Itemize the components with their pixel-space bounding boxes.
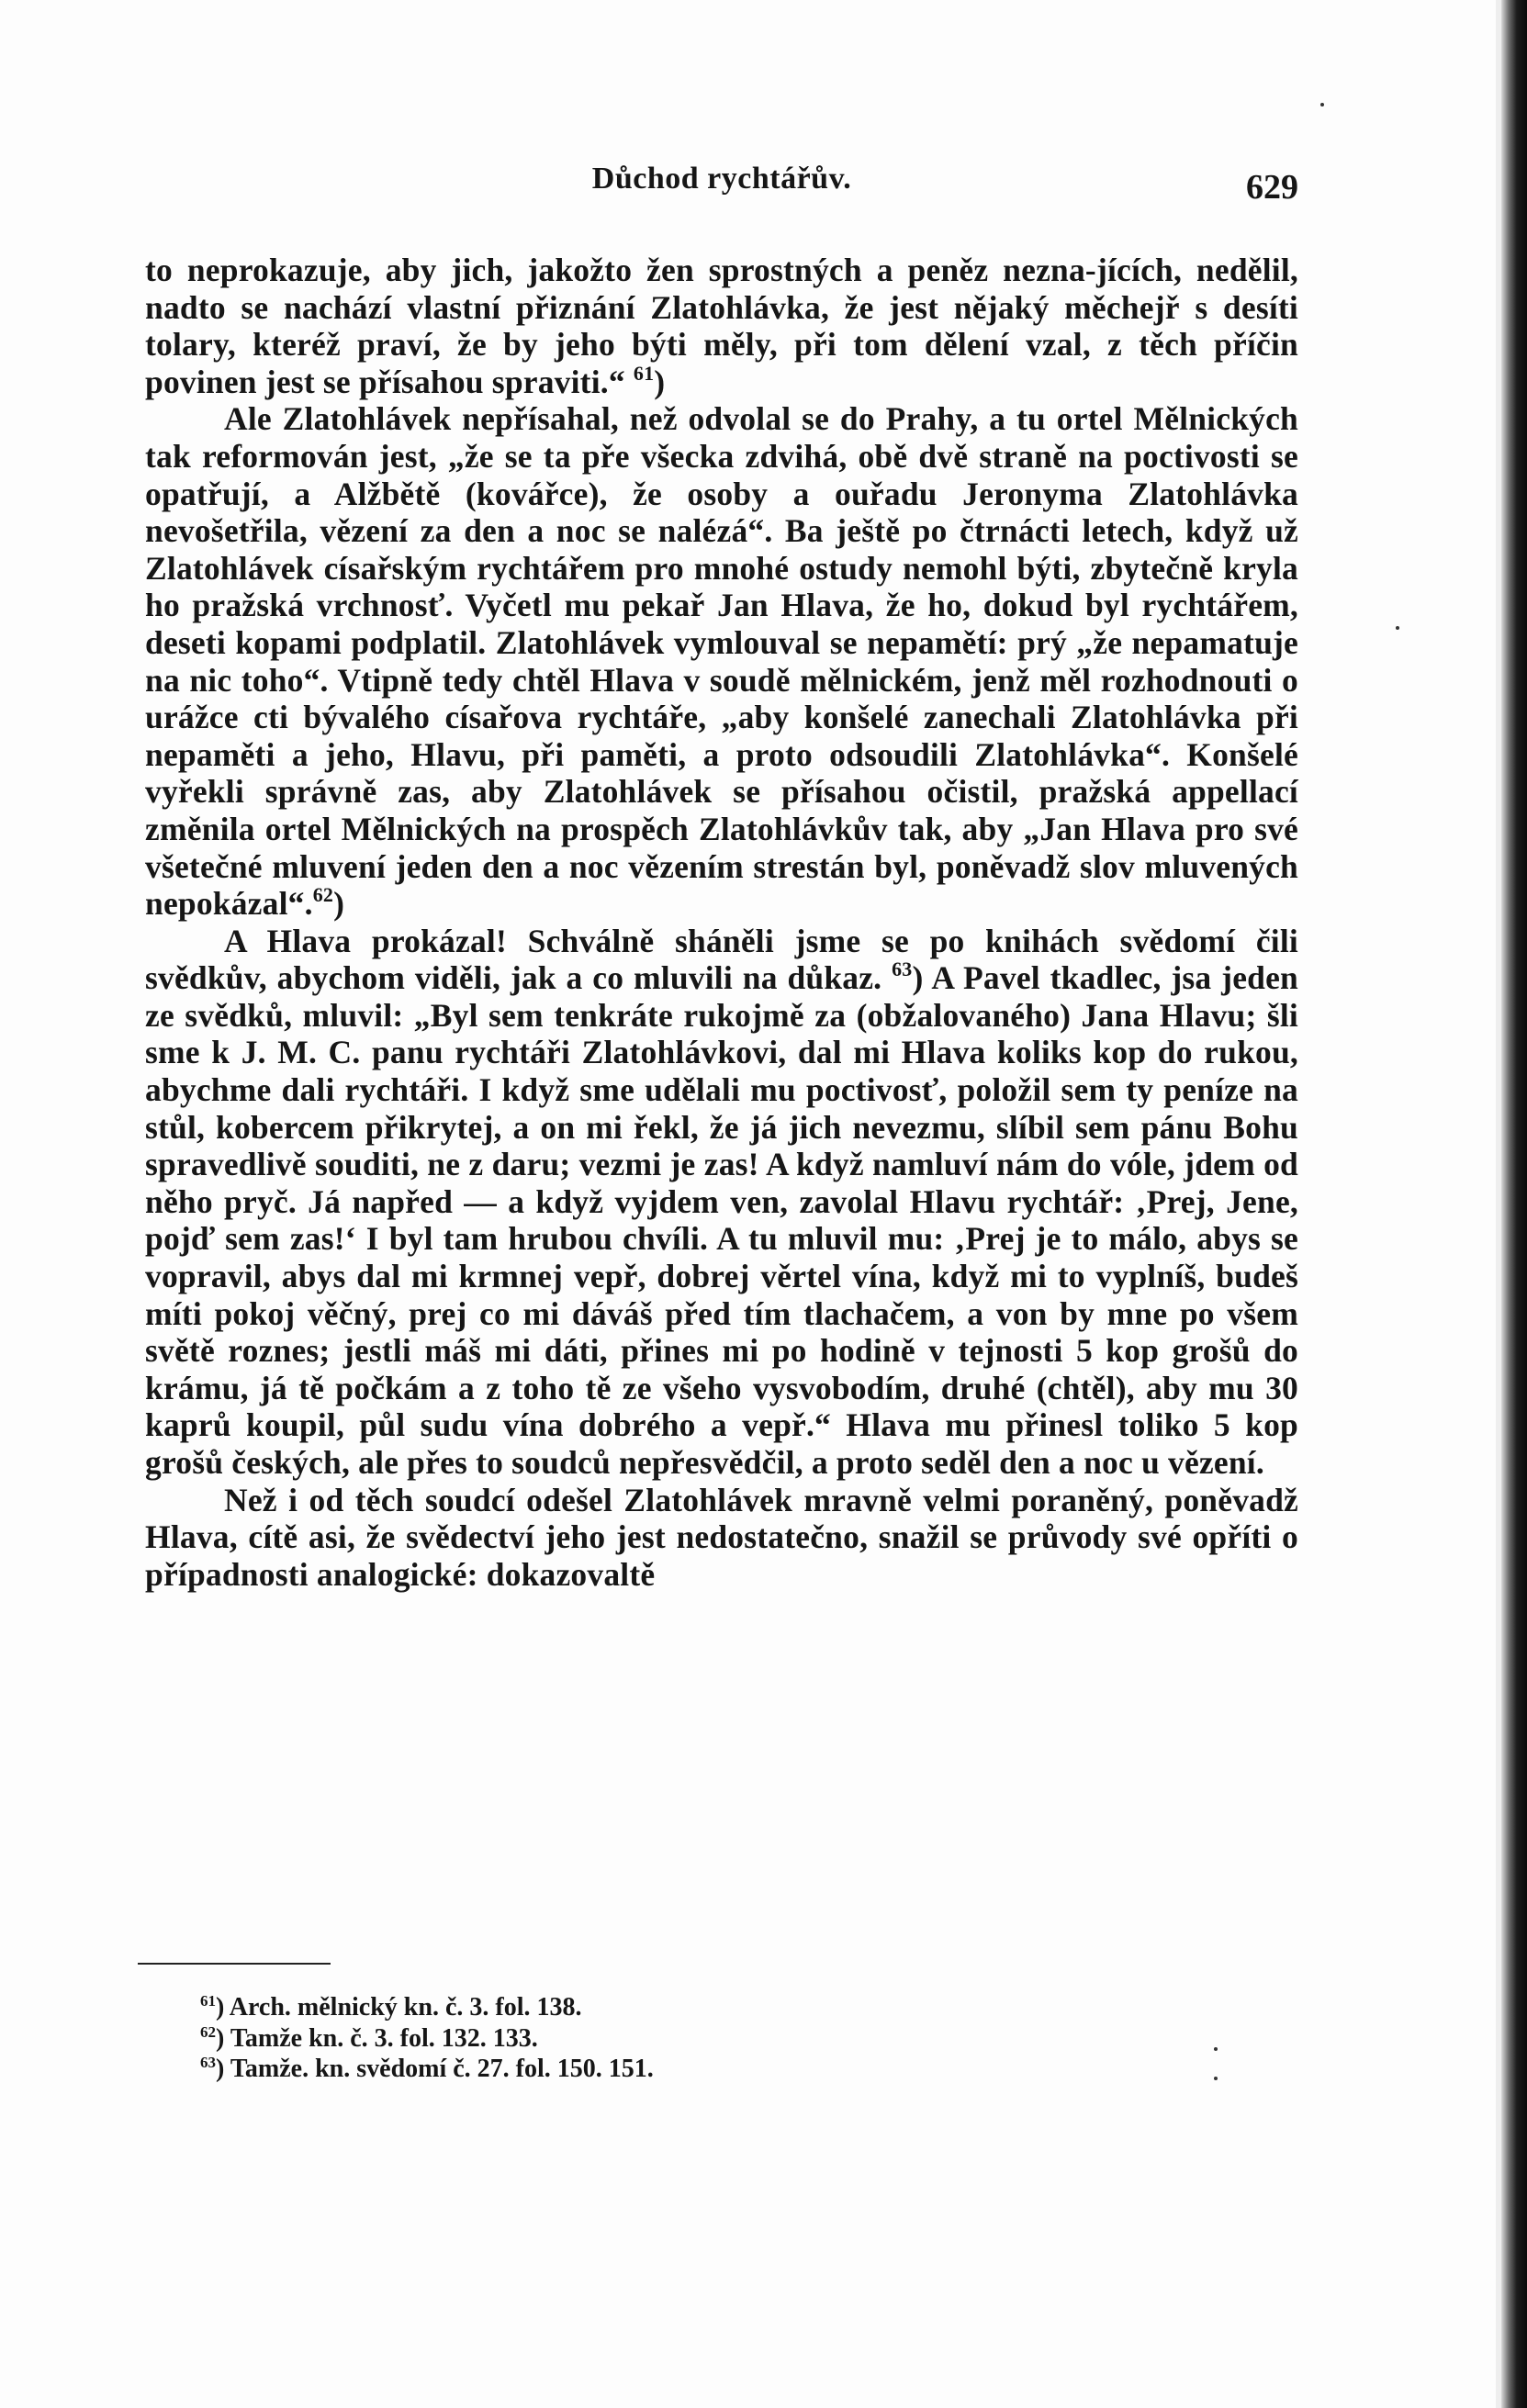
footnote-ref-paren: ) <box>654 363 666 400</box>
footnote-mark: 63 <box>200 2054 216 2071</box>
paragraph-text: Než i od těch soudcí odešel Zlatohlávek mravně velmi poraněný, poněvadž Hlava, cítě asi, že svědectví jeho jest nedostatečno, snažil se průvody své opříti o případnosti analogické: dokazovaltě <box>145 1481 1298 1593</box>
body-text <box>145 252 1298 1593</box>
footnote-61 <box>200 1992 1027 2023</box>
footnote-63 <box>200 2054 1027 2085</box>
footnote-62 <box>200 2023 1027 2055</box>
footnote-text: ) Tamže kn. č. 3. fol. 132. 133. <box>216 2023 538 2053</box>
footnote-ref: 63 <box>892 958 913 981</box>
paragraph-text: to neprokazuje, aby jich, jakožto žen sprostných a peněz nezna-jících, nedělil, nadto se nachází vlastní přiznání Zlatohlávka, že jest nějaký měchejř s desíti tolary, kteréž praví, že by jeho býti měly, při tom dělení vzal, z těch příčin povinen jest se přísahou spraviti.“ <box>145 252 1298 400</box>
paragraph-2 <box>145 400 1298 922</box>
footnote-mark: 62 <box>200 2022 216 2041</box>
page-edge-shadow <box>1501 0 1527 2408</box>
paragraph-text: Ale Zlatohlávek nepřísahal, než odvolal se do Prahy, a tu ortel Mělnických tak reformován jest, „že se ta pře všecka zdvihá, obě dvě straně na poctivosti se opatřují, a Alžbětě (kovářce), že osoby a ouřadu Jeronyma Zlatohlávka nevošetřila, vězení za den a noc se nalézá“. Ba ještě po čtrnácti letech, když už Zlatohlávek císařským rychtářem pro mnohé ostudy nemohl býti, zbytečně kryla ho pražská vrchnosť. Vyčetl mu pekař Jan Hlava, že ho, dokud byl rychtářem, deseti kopami podplatil. Zlatohlávek vymlouval se nepamětí: prý „že nepamatuje na nic toho“. Vtipně tedy chtěl Hlava v soudě mělnickém, jenž měl rozhodnouti o urážce cti bývalého císařova rychtáře, „aby konšelé zanechali Zlatohlávka při nepaměti a jeho, Hlavu, při paměti, a proto odsoudili Zlatohlávka“. Konšelé vyřekli správně zas, aby Zlatohlávek se přísahou očistil, pražská appellací změnila ortel Mělnických na prospěch Zlatohlávkův tak, aby „Jan Hlava pro své všetečné mluvení jeden den a noc vězením strestán byl, poněvadž slov mluvených nepokázal“. <box>145 400 1298 923</box>
footnote-ref: 61 <box>633 361 655 385</box>
running-title: Důchod rychtářův. <box>591 162 852 196</box>
footnote-text: ) Arch. mělnický kn. č. 3. fol. 138. <box>216 1993 582 2022</box>
footnotes <box>200 1992 1027 2085</box>
page-number: 629 <box>1246 168 1298 207</box>
paragraph-4 <box>145 1482 1298 1594</box>
footnote-separator <box>138 1963 331 1965</box>
scan-speck <box>1214 2077 1218 2080</box>
footnote-mark: 61 <box>200 1992 216 2010</box>
paragraph-1 <box>145 252 1298 400</box>
footnote-ref: 62 <box>312 883 334 907</box>
scan-speck <box>1214 2047 1218 2051</box>
scan-speck <box>1396 626 1399 630</box>
paragraph-text: A Hlava prokázal! Schválně sháněli jsme se po knihách svědomí čili svědkův, abychom viděli, jak a co mluvili na důkaz. <box>145 922 1298 997</box>
footnote-text: ) Tamže. kn. svědomí č. 27. fol. 150. 151. <box>216 2055 654 2083</box>
paragraph-text-continued: ) A Pavel tkadlec, jsa jeden ze svědků, mluvil: „Byl sem tenkráte rukojmě za (obžalovaného) Jana Hlavu; šli sme k J. M. C. panu rychtáři Zlatohlávkovi, dal mi Hlava koliks kop do rukou, abychme dali rychtáři. I když sme udělali mu poctivosť, položil sem ty peníze na stůl, kobercem přikrytej, a on mi řekl, že já jich nevezmu, slíbil sem pánu Bohu spravedlivě souditi, ne z daru; vezmi je zas! A když namluví nám do vóle, jdem od něho pryč. Já napřed — a když vyjdem ven, zavolal Hlavu rychtář: ‚Prej, Jene, pojď sem zas!‘ I byl tam hrubou chvíli. A tu mluvil mu: ‚Prej je to málo, abys se vopravil, abys dal mi krmnej vepř, dobrej věrtel vína, když mi to vyplníš, budeš míti pokoj věčný, prej co mi dáváš před tím tlachačem, a von by mne po všem světě roznes; jestli máš mi dáti, přines mi po hodině v tejnosti 5 kop grošů do krámu, já tě počkám a z toho tě ze všeho vysvobodím, druhé (chtěl), aby mu 30 kaprů koupil, půl sudu vína dobrého a vepř.“ Hlava mu přinesl toliko 5 kop grošů českých, ale přes to soudců nepřesvědčil, a proto seděl den a noc u vězení. <box>145 959 1298 1481</box>
footnote-ref-paren: ) <box>333 885 345 923</box>
paragraph-3 <box>145 923 1298 1482</box>
scan-speck <box>1320 103 1324 106</box>
page-header <box>145 156 1298 211</box>
